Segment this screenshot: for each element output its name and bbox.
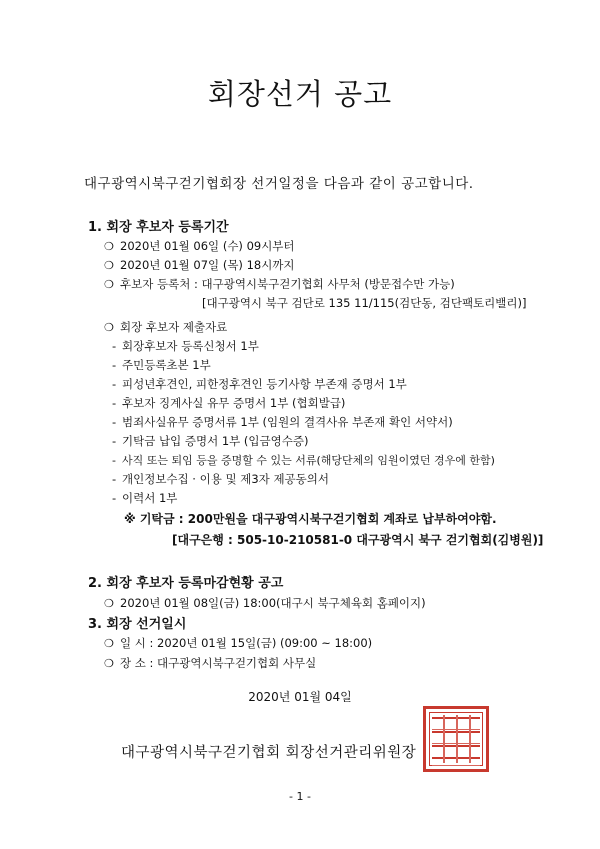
circle-bullet-icon: ❍ [104,597,114,610]
docs-heading: ❍ 회장 후보자 제출자료 [104,320,228,334]
section-1-heading: 1. 회장 후보자 등록기간 [88,220,229,235]
registration-end: ❍ 2020년 01월 07일 (목) 18시까지 [104,258,295,272]
page-number: - 1 - [289,790,311,803]
election-datetime: ❍ 일 시 : 2020년 01월 15일(금) (09:00 ~ 18:00) [104,636,373,650]
doc-item: - 이력서 1부 [112,491,178,505]
doc-item: - 기탁금 납입 증명서 1부 (입금영수증) [112,434,309,448]
circle-bullet-icon: ❍ [104,657,114,670]
doc-item: - 개인정보수집 · 이용 및 제3자 제공동의서 [112,472,329,486]
registration-place: ❍ 후보자 등록처 : 대구광역시북구걷기협회 사무처 (방문접수만 가능) [104,277,455,291]
section-2-heading: 2. 회장 후보자 등록마감현황 공고 [88,576,284,591]
bank-account: [대구은행 : 505-10-210581-0 대구광역시 북구 걷기협회(김병원)] [172,533,544,547]
announcement-date: 2020년 01월 04일 [248,690,352,704]
circle-bullet-icon: ❍ [104,240,114,253]
organization-signature: 대구광역시북구걷기협회 회장선거관리위원장 [121,745,417,761]
page-title: 회장선거 공고 [207,77,393,111]
circle-bullet-icon: ❍ [104,259,114,272]
section-3-heading: 3. 회장 선거일시 [88,617,187,632]
doc-item: - 사직 또는 퇴임 등을 증명할 수 있는 서류(해당단체의 임원이였던 경우에 한함) [112,454,495,467]
deposit-note: ※ 기탁금 : 200만원을 대구광역시북구걷기협회 계좌로 납부하여야함. [124,512,497,526]
registration-start: ❍ 2020년 01월 06일 (수) 09시부터 [104,239,295,253]
intro-text: 대구광역시북구걷기협회장 선거일정을 다음과 같이 공고합니다. [84,176,474,192]
doc-item: - 범죄사실유무 증명서류 1부 (임원의 결격사유 부존재 확인 서약서) [112,415,453,429]
closing-notice: ❍ 2020년 01월 08일(금) 18:00(대구시 북구체육회 홈페이지) [104,596,426,610]
election-place: ❍ 장 소 : 대구광역시북구걷기협회 사무실 [104,656,317,670]
circle-bullet-icon: ❍ [104,637,114,650]
circle-bullet-icon: ❍ [104,278,114,291]
circle-bullet-icon: ❍ [104,321,114,334]
doc-item: - 후보자 징계사실 유무 증명서 1부 (협회발급) [112,396,346,410]
doc-item: - 주민등록초본 1부 [112,358,211,372]
official-seal-stamp [423,706,489,772]
registration-address: [대구광역시 북구 검단로 135 11/115(검단동, 검단팩토리밸리)] [202,296,527,310]
doc-item: - 피성년후견인, 피한정후견인 등기사항 부존재 증명서 1부 [112,377,407,391]
doc-item: - 회장후보자 등록신청서 1부 [112,339,259,353]
